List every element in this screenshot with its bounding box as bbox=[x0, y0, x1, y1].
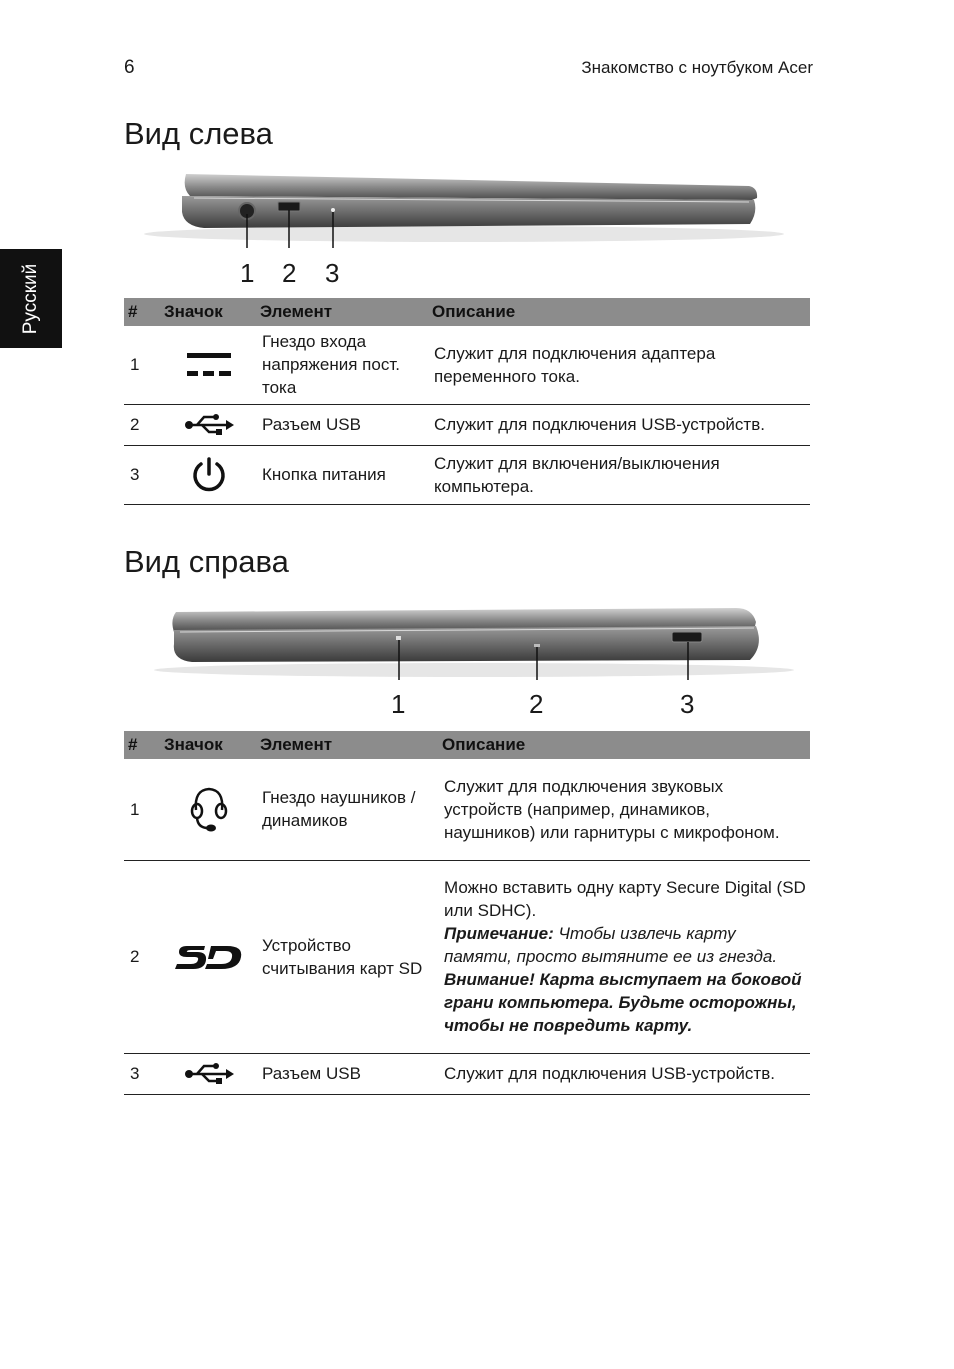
row-number: 2 bbox=[124, 860, 160, 1053]
callout-2: 2 bbox=[282, 258, 297, 288]
table-header-row bbox=[124, 731, 810, 759]
col-number: # bbox=[124, 731, 160, 759]
note-label: Примечание: bbox=[444, 924, 554, 943]
row-description-cell bbox=[438, 860, 810, 1053]
row-number: 3 bbox=[124, 445, 160, 504]
row-number: 1 bbox=[124, 326, 160, 404]
row-description: Служит для подключения адаптера переменного тока. bbox=[428, 326, 810, 404]
table-row bbox=[124, 1053, 810, 1094]
language-tab bbox=[0, 249, 62, 348]
row-element: Разъем USB bbox=[256, 1053, 438, 1094]
col-description: Описание bbox=[438, 731, 810, 759]
left-view-callouts bbox=[124, 258, 810, 292]
callout-3: 3 bbox=[325, 258, 340, 288]
row-element: Гнездо входа напряжения пост. тока bbox=[256, 326, 428, 404]
row-element: Разъем USB bbox=[256, 404, 428, 445]
right-view-table bbox=[124, 731, 810, 1095]
left-view-title: Вид слева bbox=[124, 116, 273, 151]
row-element: Устройство считывания карт SD bbox=[256, 860, 438, 1053]
row-number: 3 bbox=[124, 1053, 160, 1094]
row-element: Гнездо наушников / динамиков bbox=[256, 759, 438, 860]
col-description: Описание bbox=[428, 298, 810, 326]
row-element: Кнопка питания bbox=[256, 445, 428, 504]
callout-3: 3 bbox=[680, 689, 695, 719]
row-number: 2 bbox=[124, 404, 160, 445]
col-element: Элемент bbox=[256, 731, 438, 759]
table-row bbox=[124, 759, 810, 860]
note-text: Чтобы извлечь карту памяти, просто вытяните ее из гнезда. bbox=[444, 924, 778, 966]
row-description: Можно вставить одну карту Secure Digital (SD или SDHC). bbox=[444, 878, 806, 920]
col-icon: Значок bbox=[160, 298, 256, 326]
table-row bbox=[124, 404, 810, 445]
table-header-row bbox=[124, 298, 810, 326]
left-view-table bbox=[124, 298, 810, 505]
row-description: Служит для подключения USB-устройств. bbox=[438, 1053, 810, 1094]
callout-1: 1 bbox=[240, 258, 255, 288]
laptop-left-side-photo bbox=[124, 168, 810, 248]
table-row bbox=[124, 445, 810, 504]
running-head: Знакомство с ноутбуком Acer bbox=[581, 58, 813, 77]
col-number: # bbox=[124, 298, 160, 326]
warning-text: Внимание! Карта выступает на боковой грани компьютера. Будьте осторожны, чтобы не повредить карту. bbox=[444, 970, 802, 1035]
callout-1: 1 bbox=[391, 689, 406, 719]
laptop-right-side-photo bbox=[124, 600, 810, 680]
sd-card-icon bbox=[175, 943, 243, 971]
language-tab-label: Русский bbox=[20, 263, 41, 334]
row-number: 1 bbox=[124, 759, 160, 860]
page-number: 6 bbox=[124, 57, 135, 78]
col-element: Элемент bbox=[256, 298, 428, 326]
power-icon bbox=[190, 456, 228, 494]
dc-in-icon bbox=[185, 351, 233, 379]
right-view-title: Вид справа bbox=[124, 544, 289, 579]
row-description: Служит для подключения USB-устройств. bbox=[428, 404, 810, 445]
row-description: Служит для подключения звуковых устройств (например, динамиков, наушников) или гарнитуры с микрофоном. bbox=[438, 759, 810, 860]
row-description: Служит для включения/выключения компьютера. bbox=[428, 445, 810, 504]
col-icon: Значок bbox=[160, 731, 256, 759]
usb-icon bbox=[184, 413, 234, 437]
table-row bbox=[124, 860, 810, 1053]
right-view-callouts bbox=[124, 689, 810, 723]
usb-icon bbox=[184, 1062, 234, 1086]
headset-icon bbox=[188, 784, 230, 834]
table-row bbox=[124, 326, 810, 404]
callout-2: 2 bbox=[529, 689, 544, 719]
